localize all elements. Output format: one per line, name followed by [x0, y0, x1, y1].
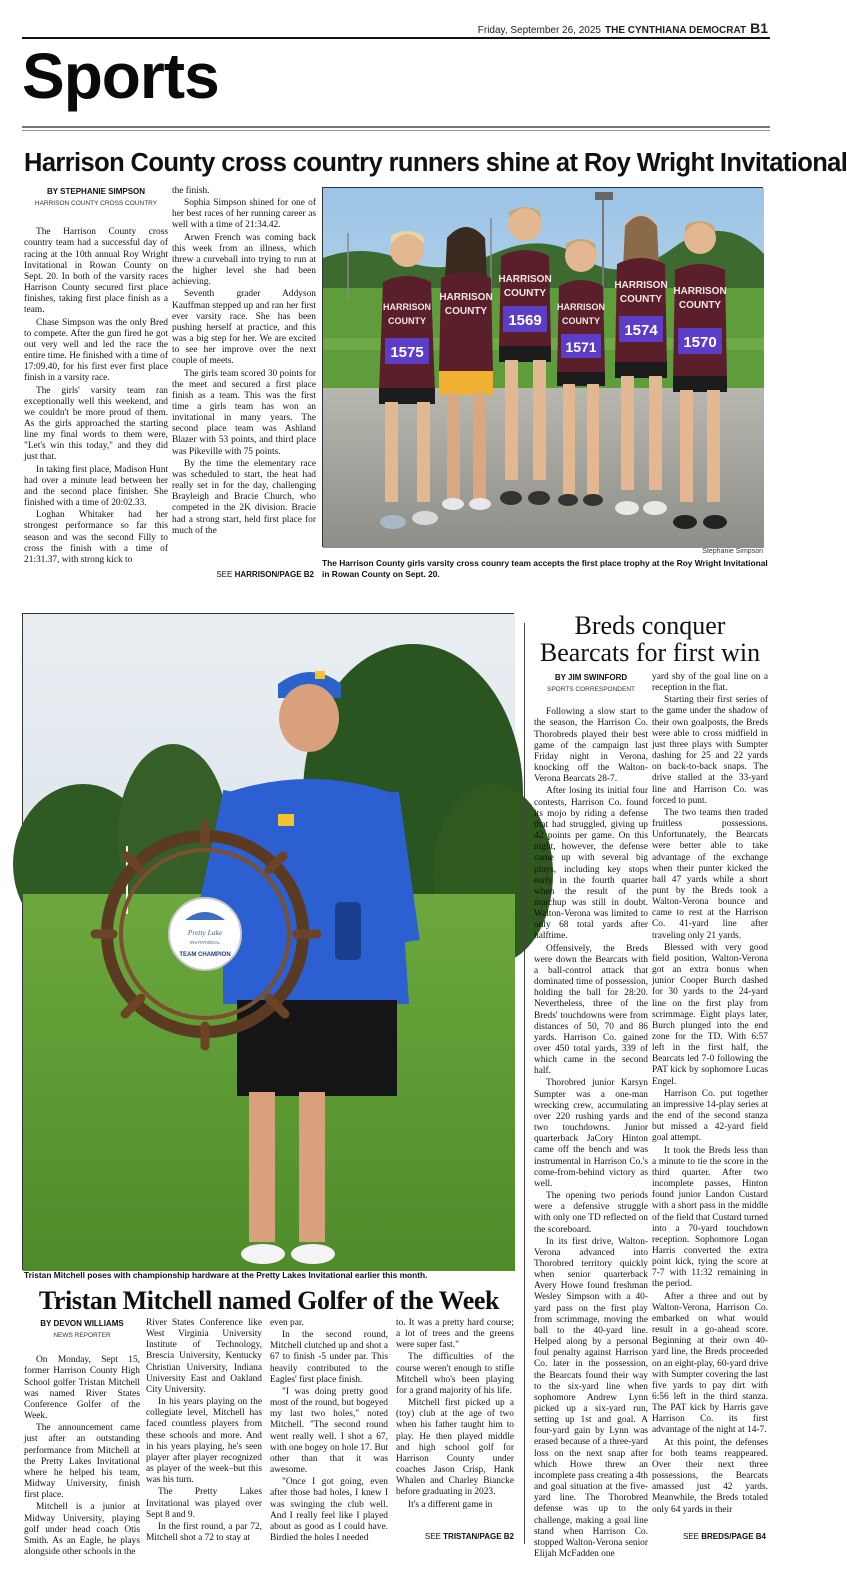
football-byline [534, 672, 648, 695]
trophy-text: Pretty Lake [187, 928, 223, 937]
xc-column-2 [172, 186, 316, 566]
xc-paragraph: Sophia Simpson shined for one of her best races of her running career as well with a time of 21:34.42. [172, 198, 316, 231]
xc-paragraph: In taking first place, Madison Hunt had over a minute lead between her and the second place finisher. She finished with a time of 20:02.33. [24, 464, 168, 509]
jersey-text: HARRISON [556, 302, 606, 312]
football-paragraph: Harrison Co. put together an impressive 14-play series at the end of the second stanza but missed a 42-yard field goal attempt. [652, 1088, 768, 1144]
xc-photo-illustration [323, 188, 764, 548]
football-paragraph: Thorobred junior Karsyn Sumpter was a one-man wrecking crew, accumulating over 220 rushing yards and two touchdowns. Junior quarterback JaCory Hinton came off the bench and was instrumental in Harrison Co.'s come-from-behind victory as well. [534, 1078, 648, 1189]
golf-column-2 [146, 1318, 262, 1546]
xc-jump [172, 570, 314, 579]
xc-jump-see: SEE [216, 570, 233, 579]
golf-byline [24, 1318, 140, 1341]
xc-headline: Harrison County cross country runners shine at Roy Wright Invitational [24, 149, 847, 177]
xc-byline-name: BY STEPHANIE SIMPSON [46, 187, 146, 196]
xc-paragraph: Loghan Whitaker had her strongest performance so far this season and was the second Filly to cross the finish with a time of 21:31.37, with strong kick to [24, 510, 168, 565]
jersey-text: HARRISON [614, 280, 668, 291]
golf-photo-illustration [23, 614, 515, 1271]
folio-page-number: B1 [750, 20, 768, 36]
golf-paragraph: In his years playing on the collegiate level, Mitchell has faced countless players from these schools and more. And in his years playing, he's seen player after player recognized as player of the week–but this was his turn. [146, 1397, 262, 1486]
folio [478, 20, 768, 38]
golf-column-3 [270, 1318, 388, 1546]
folio-date: Friday, September 26, 2025 [477, 25, 601, 36]
jersey-text: HARRISON [439, 292, 493, 303]
golf-headline: Tristan Mitchell named Golfer of the Week [38, 1286, 500, 1315]
golf-byline-role: NEWS REPORTER [53, 1332, 111, 1340]
golf-paragraph: It's a different game in [408, 1499, 493, 1510]
race-bib: 1575 [390, 344, 424, 361]
golf-paragraph: "I was doing pretty good most of the round, but bogeyed my last two holes," noted Mitchell. "The second round went really well. I shot a 67, with one bogey on hole 17. But other than that it was awesome. [270, 1386, 388, 1476]
trophy-text: TEAM CHAMPION [179, 952, 231, 958]
golf-paragraph: to. It was a pretty hard course; a lot of trees and the greens were super fast." [396, 1318, 514, 1351]
folio-paper-name: THE CYNTHIANA DEMOCRAT [604, 25, 747, 36]
jersey-text: COUNTY [388, 316, 426, 326]
golf-paragraph: The Pretty Lakes Invitational was played over Sept 8 and 9. [146, 1487, 262, 1520]
golf-paragraph: On Monday, Sept 15, former Harrison County High School golfer Tristan Mitchell was named River States Conference Golfer of the Week. [24, 1355, 140, 1422]
jersey-text: COUNTY [562, 316, 600, 326]
race-bib: 1569 [508, 312, 542, 329]
football-paragraph: The two teams then traded fruitless possessions. Unfortunately, the Bearcats were better able to take advantage of the exchange when their punter kicked the ball 47 yards while a short punt by the Breds took a Walton-Verona bounce and came to rest at the Harrison Co. 41-yard line after traveling only 21 yards. [652, 807, 768, 941]
xc-paragraph: By the time the elementary race was scheduled to start, the heat had really set in for the day, challenging Brayleigh and Bracie Church, who competed in the 2K division. Bracie had a strong start, held first place for much of the [172, 458, 316, 536]
football-paragraph: Offensively, the Breds were down the Bearcats with a ball-control attack that dominated time of possession, holding the ball for 28:20. Nevertheless, three of the Breds' touchdowns were from distances of 50, 70 and 86 yards. Harrison Co. gained over 450 total yards, 339 of which came in the second half. [534, 943, 648, 1077]
golf-paragraph: The difficulties of the course weren't enough to stifle Mitchell who's been playing for a grand majority of his life. [396, 1352, 514, 1396]
xc-jump-ref[interactable]: HARRISON/PAGE B2 [234, 570, 314, 579]
football-paragraph: In its first drive, Walton-Verona advanced into Thorobred territory quickly when senior quarterback Avery Howe found freshman Wesley Simpson with a 40-yard pass on the first play from scrimmage, moving the ball to the 40-yard line. Helped along by a personal foul penalty against Harrison Co. later in the possession, the Bearcats found their way to the six-yard line when sophomore Andrew Lynn picked up a six-yard run, setting up 1st and goal. A four-yard gain by Lynn was erased because of a three-yard loss on the next snap after which Howe threw an incomplete pass creating a 4th and goal situation at the five-yard line. The Thorobred defense was up to the challenge, making a goal line stand when Harrison Co. stopped Walton-Verona senior Elijah McFadden one [534, 1236, 648, 1560]
golf-byline-name: BY DEVON WILLIAMS [40, 1319, 124, 1328]
golf-photo [22, 613, 514, 1270]
jersey-text: HARRISON [382, 302, 432, 312]
golf-paragraph: Mitchell is a junior at Midway University, playing golf under head coach Otis Smith. As an Eagle, he plays alongside other schools in the [24, 1502, 140, 1557]
golf-column-1 [24, 1318, 140, 1557]
race-bib: 1570 [683, 334, 717, 351]
jersey-text: COUNTY [678, 300, 722, 311]
jersey-text: HARRISON [673, 286, 727, 297]
football-headline [532, 612, 768, 667]
jersey-text: COUNTY [619, 294, 663, 305]
football-jump-see: SEE [682, 1532, 699, 1541]
column-divider [524, 623, 525, 1544]
xc-paragraph: Chase Simpson was the only Bred to compete. After the gun fired he got out very well and led the race the entire time. He finished with a time of 17:09.40, for his first ever first place finish in a varsity race. [24, 317, 168, 384]
jersey-text: COUNTY [444, 306, 488, 317]
race-bib: 1574 [624, 322, 658, 339]
top-rule [22, 37, 770, 39]
xc-paragraph: The girls' varsity team ran exceptionally well this weekend, and we couldn't be more proud of them. As the girls approached the starting line my final words to them were, "Let's win this today," and they did just that. [24, 385, 168, 463]
golf-paragraph: even par. [270, 1318, 304, 1328]
golf-paragraph: The announcement came just after an outstanding performance from Mitchell at the Pretty Lakes Invitational where he helped his team, Midway University, finish first place. [24, 1423, 140, 1501]
xc-byline-role: HARRISON COUNTY CROSS COUNTRY [34, 200, 158, 208]
football-paragraph: Starting their first series of the game under the shadow of their own goalposts, the Breds were able to cross midfield in just three plays with Sumpter dashing for 25 and 22 yards on back-to-back snaps. The drive stalled at the 33-yard line and Harrison Co. was forced to punt. [652, 695, 768, 806]
section-title: Sports [22, 40, 219, 112]
golf-paragraph: Mitchell first picked up a (toy) club at the age of two when his father taught him to play. He then played middle and high school golf for Harrison County under coaches Jason Crisp, Hank Whalen and Charley Biancke before graduating in 2023. [396, 1398, 514, 1498]
xc-paragraph: The Harrison County cross country team had a successful day of racing at the 10th annual Roy Wright Invitational in Rowan County on Sept. 20. In both of the varsity races Harrison County secured first place finishes, taking first place finish as a team. [24, 227, 168, 316]
football-paragraph: After losing its initial four contests, Harrison Co. found its mojo by riding a defense that had struggled, giving up 42 points per game. On this night, however, the defense came up with several big plays, including key stops early in the fourth quarter when the result of the matchup was still in doubt. Walton-Verona was limited to only 68 total yards after halftime. [534, 786, 648, 942]
golf-paragraph: In the first round, a par 72, Mitchell shot a 72 to stay at [146, 1521, 262, 1543]
football-jump-ref[interactable]: BREDS/PAGE B4 [701, 1532, 766, 1541]
football-paragraph: It took the Breds less than a minute to tie the score in the third quarter. After two incomplete passes, Hinton found junior Landon Custard with a short pass in the middle of the field that Custard turned into a 70-yard touchdown reception. Sophomore Logan Harris converted the extra point kick, tying the score at 7-7 with 11:32 remaining in the period. [652, 1145, 768, 1290]
football-column-2 [652, 672, 768, 1528]
football-column-1 [534, 672, 648, 1560]
football-headline-line-2: Bearcats for first win [539, 638, 761, 668]
football-paragraph: At this point, the defenses for both teams reappeared. Over their next three possessions, the Bearcats amassed just 42 yards. Meanwhile, the Breds totaled only 64 yards in their [652, 1437, 768, 1515]
football-headline-line-1: Breds conquer [574, 611, 726, 640]
trophy-text: INVITATIONAL [189, 940, 221, 945]
football-paragraph: The opening two periods were a defensive struggle with only one TD reflected on the scoreboard. [534, 1191, 648, 1235]
football-paragraph: Blessed with very good field position, Walton-Verona got an extra bonus when junior Cooper Burch dashed for 30 yards to the 24-yard line on the first play from scrimmage. Eight plays later, Burch plunged into the end zone for the TD. With 6:57 left in the first half, the Bearcats led 7-0 following the PAT kick by sophomore Lucas Engel. [652, 942, 768, 1087]
jersey-text: COUNTY [503, 288, 547, 299]
golf-photo-caption: Tristan Mitchell poses with championship hardware at the Pretty Lakes Invitational earlier this month. [24, 1270, 428, 1280]
golf-jump [396, 1532, 514, 1541]
xc-paragraph: Arwen French was coming back this week from an illness, which threw a curveball into trying to run at the higher level she had been achieving. [172, 232, 316, 288]
section-divider [22, 126, 770, 131]
xc-column-1 [24, 186, 168, 584]
golf-jump-see: SEE [424, 1532, 441, 1541]
race-bib: 1571 [565, 339, 597, 355]
xc-photo-credit: Stephanie Simpson [702, 548, 763, 555]
football-byline-role: SPORTS CORRESPONDENT [546, 686, 635, 694]
xc-paragraph: Seventh grader Addyson Kauffman stepped up and ran her first ever varsity race. She has been pushing herself at practice, and this was a big step for her. We are excited to see her improve over the next couple of meets. [172, 289, 316, 367]
football-paragraph: yard shy of the goal line on a reception in the flat. [652, 672, 768, 694]
golf-paragraph: "Once I got going, even after those bad holes, I knew I was swinging the club well. And I really feel like I played about as good as I could have. Birdied the holes I needed [270, 1477, 388, 1543]
football-paragraph: Following a slow start to the season, the Harrison Co. Thorobreds played their best game of the campaign last Friday night in Verona, knocking off the Walton-Verona Bearcats 28-7. [534, 707, 648, 785]
football-byline-name: BY JIM SWINFORD [554, 673, 628, 682]
golf-jump-ref[interactable]: TRISTAN/PAGE B2 [443, 1532, 514, 1541]
xc-team-photo [322, 187, 763, 547]
golf-paragraph: In the second round, Mitchell clutched up and shot a 67 to finish -5 under par. This heavily contributed to the Eagles' first place finish. [270, 1330, 388, 1385]
xc-photo-caption: The Harrison County girls varsity cross counry team accepts the first place trophy at the Roy Wright Invitational in Rowan County on Sept. 20. [322, 558, 768, 579]
football-jump [652, 1532, 766, 1541]
golf-paragraph: River States Conference like West Virginia University Institute of Technology, Brescia University, Kentucky Christian University, Indiana University East and Oakland City University. [146, 1318, 262, 1395]
jersey-text: HARRISON [498, 274, 552, 285]
xc-byline [24, 186, 168, 209]
golf-column-4 [396, 1318, 514, 1526]
xc-paragraph: The girls team scored 30 points for the meet and secured a first place finish as a team. This was the first time a girls team has won an invitational in many years. The second place team was Ashland Blazer with 53 points, and third place was Pikeville with 75 points. [172, 368, 316, 457]
football-paragraph: After a three and out by Walton-Verona, Harrison Co. embarked on what would result in a go-ahead score. Beginning at their own 40-yard line, the Breds proceeded on an eight-play, 60-yard drive with Sumpter covering the last five yards to pay dirt with 6:56 left in the third stanza. The PAT kick by Harris gave Harrison Co. its first advantage of the night at 14-7. [652, 1291, 768, 1436]
xc-paragraph: the finish. [172, 186, 210, 196]
